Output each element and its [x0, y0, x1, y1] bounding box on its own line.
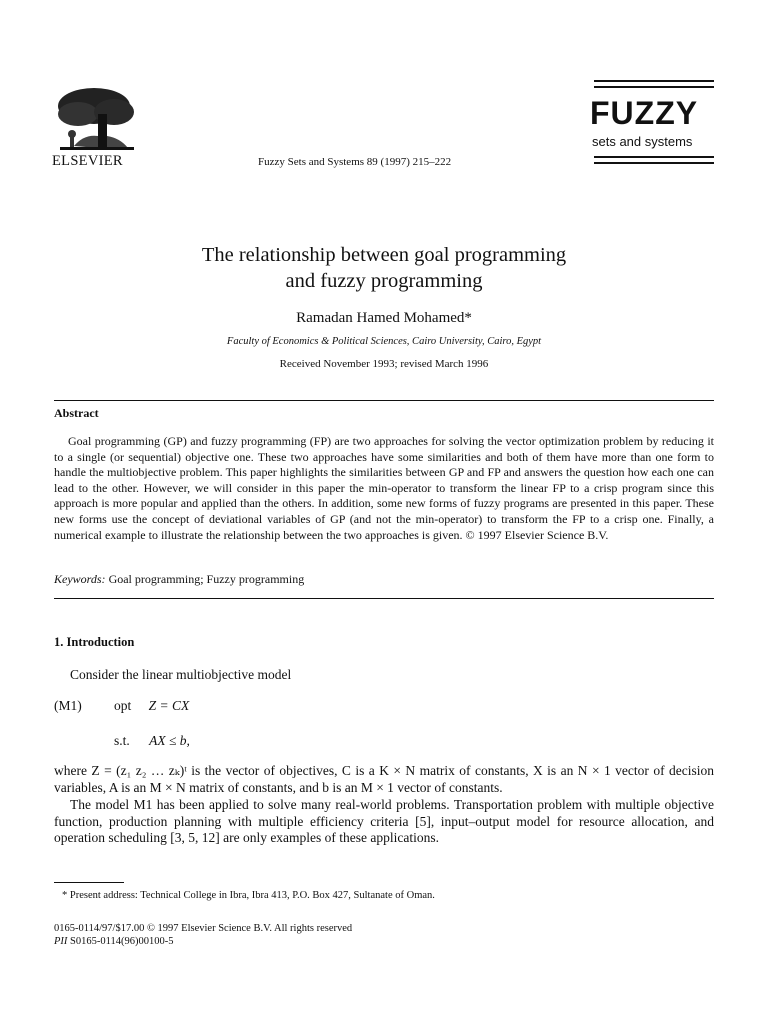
journal-logo-rule-top	[594, 80, 714, 82]
body-paragraph-1: where Z = (z₁ z₂ … zₖ)ᵗ is the vector of objectives, C is a K × N matrix of constants, X is an N × 1 vector of decision variables, A is an M × N matrix of constants, and b is an M × 1 vector of constants.	[54, 763, 714, 795]
equation-objective	[114, 698, 189, 714]
elsevier-tree-icon	[54, 84, 138, 156]
keywords	[54, 572, 304, 587]
abstract-rule-bottom	[54, 598, 714, 599]
abstract-heading: Abstract	[54, 406, 99, 420]
equation-st-expression: AX ≤ b,	[149, 733, 190, 748]
pii-line	[54, 936, 173, 947]
journal-logo-word: FUZZY	[590, 95, 699, 131]
affiliation: Faculty of Economics & Political Sciences, Cairo University, Cairo, Egypt	[226, 336, 542, 347]
equation-constraint	[114, 733, 190, 749]
publisher-logo	[54, 84, 140, 156]
copyright-line: 0165-0114/97/$17.00 © 1997 Elsevier Science B.V. All rights reserved	[54, 923, 353, 934]
abstract-text: Goal programming (GP) and fuzzy programming (FP) are two approaches for solving the vector optimization problem by reducing it to a single (or sequential) objective one. These two approaches have some similarities and both of them have more than one form to handle the multiobjective problem. This paper highlights the similarities between GP and FP and answers the question how each one can lead to the other. However, we will consider in this paper the min-operator to transform the linear FP to a crisp program since this approach is more popular and applied than the others. In addition, some new forms of fuzzy programs are presented in this paper. These new forms use the concept of deviational variables of GP (and not the min-operator) to transform the FP to a crisp one. Finally, a numerical example to illustrate the relationship between the two approaches is given. © 1997 Elsevier Science B.V.	[54, 434, 714, 542]
abstract-rule-top	[54, 400, 714, 401]
footnote: * Present address: Technical College in Ibra, Ibra 413, P.O. Box 427, Sultanate of Oman.	[62, 890, 435, 901]
body-paragraph-2: The model M1 has been applied to solve many real-world problems. Transportation problem with multiple objective function, production planning with multiple efficiency criteria [5], input–output model for resource allocation, and operation scheduling [3, 5, 12] are only examples of these applications.	[54, 797, 714, 846]
received-date: Received November 1993; revised March 1996	[279, 358, 489, 370]
journal-logo-rule-bottom	[594, 156, 714, 158]
journal-reference: Fuzzy Sets and Systems 89 (1997) 215–222	[258, 156, 452, 168]
article-title-line-1: The relationship between goal programming	[201, 244, 567, 266]
equation-st-keyword: s.t.	[114, 733, 130, 748]
intro-sentence: Consider the linear multiobjective model	[70, 667, 292, 682]
keywords-list: Goal programming; Fuzzy programming	[108, 572, 305, 586]
section-heading: 1. Introduction	[54, 635, 135, 649]
pii-label: PII	[54, 936, 68, 947]
keywords-label: Keywords:	[54, 572, 106, 586]
journal-logo-subtitle: sets and systems	[592, 134, 693, 149]
journal-logo-rule-bottom-2	[594, 162, 714, 164]
journal-logo-rule-top-2	[594, 86, 714, 88]
footnote-rule	[54, 882, 124, 883]
equation-label: (M1)	[54, 698, 82, 713]
equation-opt-expression: Z = CX	[148, 698, 190, 713]
pii-value: S0165-0114(96)00100-5	[70, 936, 174, 947]
article-title-line-2: and fuzzy programming	[285, 270, 483, 292]
publisher-name: ELSEVIER	[52, 153, 123, 169]
author: Ramadan Hamed Mohamed*	[296, 310, 472, 326]
article-title	[0, 242, 768, 294]
equation-opt-keyword: opt	[114, 698, 132, 713]
